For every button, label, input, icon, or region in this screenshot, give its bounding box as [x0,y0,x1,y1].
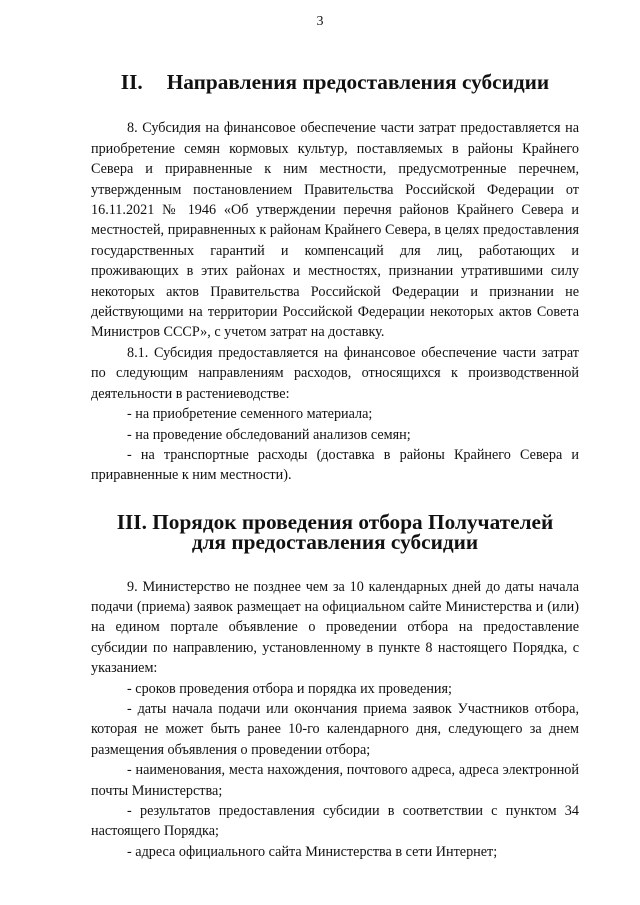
list-item: - адреса официального сайта Министерства в сети Интернет; [127,843,498,860]
paragraph-8: 8. Субсидия на финансовое обеспечение части затрат предоставляется на приобретение семян кормовых культур, поставляемых в районы Крайнего Севера и приравненные к ним местности, предусмотренные перечнем, утвержденным постановлением Правительства Российской Федерации от 16.11.2021 № 1946 «Об утверждении перечня районов Крайнего Севера и местностей, приравненных к районам Крайнего Севера, в целях предоставления государственных гарантий и компенсаций для лиц, работающих и проживающих в этих районах и местностях, признании утратившими силу некоторых актов Правительства Российской Федерации и признании не действующими на территории Российской Федерации некоторых актов Совета Министров СССР», с учетом затрат на доставку. [91,120,579,341]
list-item: - наименования, места нахождения, почтового адреса, адреса электронной почты Министерства; [91,762,579,799]
list-item: - на транспортные расходы (доставка в районы Крайнего Севера и приравненные к ним местности). [91,446,579,484]
list-item: - результатов предоставления субсидии в соответствии с пунктом 34 настоящего Порядка; [91,803,579,840]
list-item: - на проведение обследований анализов семян; [127,426,411,443]
section-2-heading [91,72,579,92]
document-body [91,72,579,862]
page-number: 3 [316,14,324,29]
paragraph-8-1: 8.1. Субсидия предоставляется на финансовое обеспечение части затрат по следующим направлениям расходов, относящихся к производственной деятельности в растениеводстве: [91,344,579,402]
paragraph-9: 9. Министерство не позднее чем за 10 календарных дней до даты начала подачи (приема) заявок размещает на официальном сайте Министерства и (или) на едином портале объявление о проведении отбора на предоставление субсидии по направлению, установленному в пункте 8 настоящего Порядка, с указанием: [91,578,579,677]
section-3-title-line-1: III. Порядок проведения отбора Получателей [116,509,554,534]
section-3-heading [91,509,579,555]
section-2-title: Направления предоставления субсидии [166,70,550,94]
list-item: - на приобретение семенного материала; [127,406,373,423]
section-2-number: II. [120,70,143,94]
list-item: - даты начала подачи или окончания приема заявок Участников отбора, которая не может быть ранее 10-го календарного дня, следующего за днем размещения объявления о проведении отбора; [91,700,579,758]
list-item: - сроков проведения отбора и порядка их проведения; [127,680,452,697]
section-3-title-line-2: для предоставления субсидии [191,530,479,555]
